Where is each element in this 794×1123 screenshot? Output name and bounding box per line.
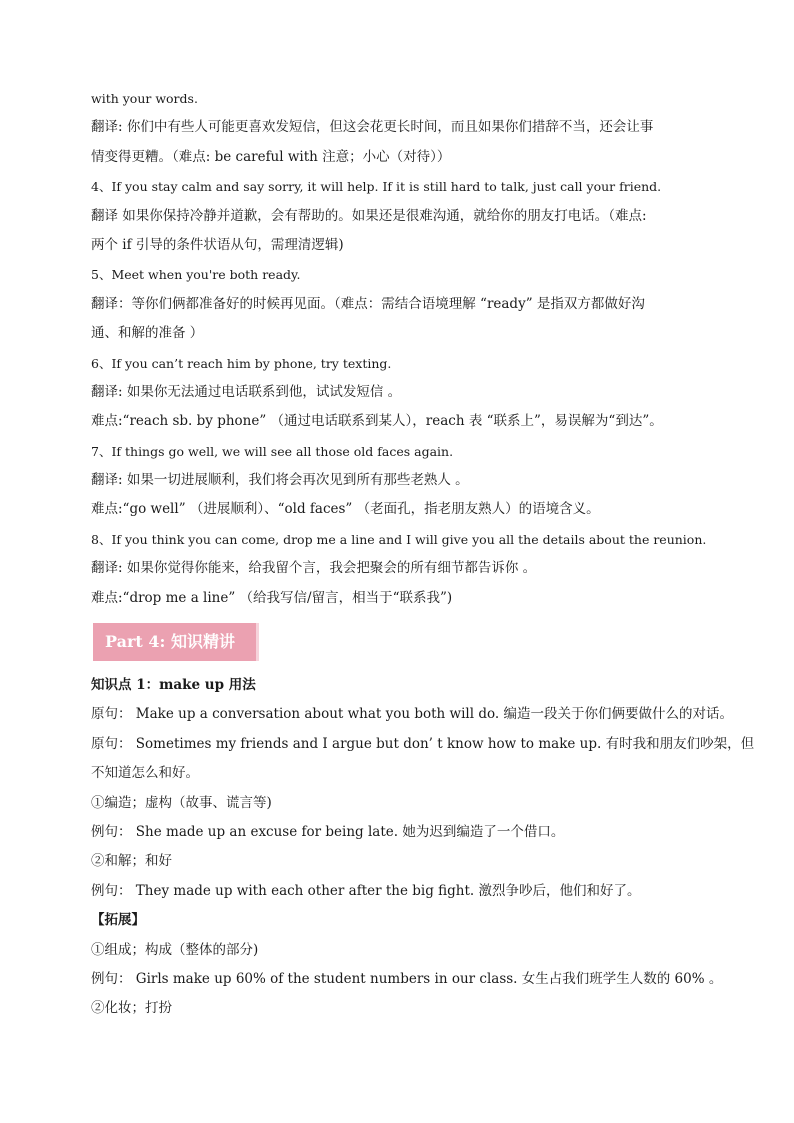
text-line: 原句： Sometimes my friends and I argue but don’ t know how to make up. 有时我和朋友们吵架，但 [91, 735, 755, 752]
text-line: ①编造；虚构（故事、谎言等) [91, 794, 272, 811]
section-header-row [91, 613, 711, 671]
text-line: 翻译: 如果你无法通过电话联系到他，试试发短信 。 [91, 383, 402, 400]
text-line: ②和解；和好 [91, 853, 172, 870]
text-line: 翻译: 如果你觉得你能来，给我留个言，我会把聚会的所有细节都告诉你 。 [91, 560, 537, 577]
text-line: 难点:“drop me a line” （给我写信/留言，相当于“联系我”) [91, 589, 453, 606]
text-block-translations [91, 84, 711, 613]
text-line: 7、If things go well, we will see all those old faces again. [91, 443, 454, 459]
text-line: 8、If you think you can come, drop me a line and I will give you all the details about the reunion. [91, 531, 707, 547]
text-line: 例句： Girls make up 60% of the student numbers in our class. 女生占我们班学生人数的 60% 。 [91, 970, 723, 987]
text-line: 情变得更糟。（难点: be careful with 注意；小心（对待）） [91, 148, 451, 165]
text-line: ①组成；构成（整体的部分) [91, 941, 259, 958]
text-line: 难点:“go well” （进展顺利）、“old faces” （老面孔，指老朋友熟人）的语境含义。 [91, 501, 600, 518]
text-line: 例句： They made up with each other after the big fight. 激烈争吵后，他们和好了。 [91, 882, 641, 899]
text-line: 6、If you can’t reach him by phone, try texting. [91, 355, 392, 371]
text-line: 例句： She made up an excuse for being late. 她为迟到编造了一个借口。 [91, 823, 565, 840]
text-line: 翻译 如果你保持冷静并道歉，会有帮助的。如果还是很难沟通，就给你的朋友打电话。（难点: [91, 207, 647, 224]
part-4-badge: Part 4: 知识精讲 [93, 623, 259, 661]
text-line: 不知道怎么和好。 [91, 765, 199, 782]
document-page [91, 84, 755, 1024]
text-line: 翻译: 如果一切进展顺利，我们将会再次见到所有那些老熟人 。 [91, 472, 469, 489]
text-line: ②化妆；打扮 [91, 1000, 172, 1017]
text-line: 翻译：等你们俩都准备好的时候再见面。（难点：需结合语境理解 “ready” 是指双方都做好沟 [91, 295, 645, 312]
text-line: 原句： Make up a conversation about what you both will do. 编造一段关于你们俩要做什么的对话。 [91, 706, 733, 723]
text-line: with your words. [91, 91, 198, 106]
text-line: 翻译: 你们中有些人可能更喜欢发短信，但这会花更长时间，而且如果你们措辞不当，还会让事 [91, 119, 654, 136]
text-line: 4、If you stay calm and say sorry, it will help. If it is still hard to talk, just call your friend. [91, 179, 662, 195]
text-line: 【拓展】 [91, 912, 145, 929]
text-line: 通、和解的准备 ） [91, 325, 204, 342]
text-line: 两个 if 引导的条件状语从句，需理清逻辑) [91, 236, 344, 253]
text-line: 5、Meet when you're both ready. [91, 267, 301, 283]
text-line: 难点:“reach sb. by phone” （通过电话联系到某人），reach 表 “联系上”，易误解为“到达”。 [91, 413, 663, 430]
text-line: 知识点 1：make up 用法 [91, 677, 256, 694]
text-block-knowledge [91, 671, 755, 1024]
